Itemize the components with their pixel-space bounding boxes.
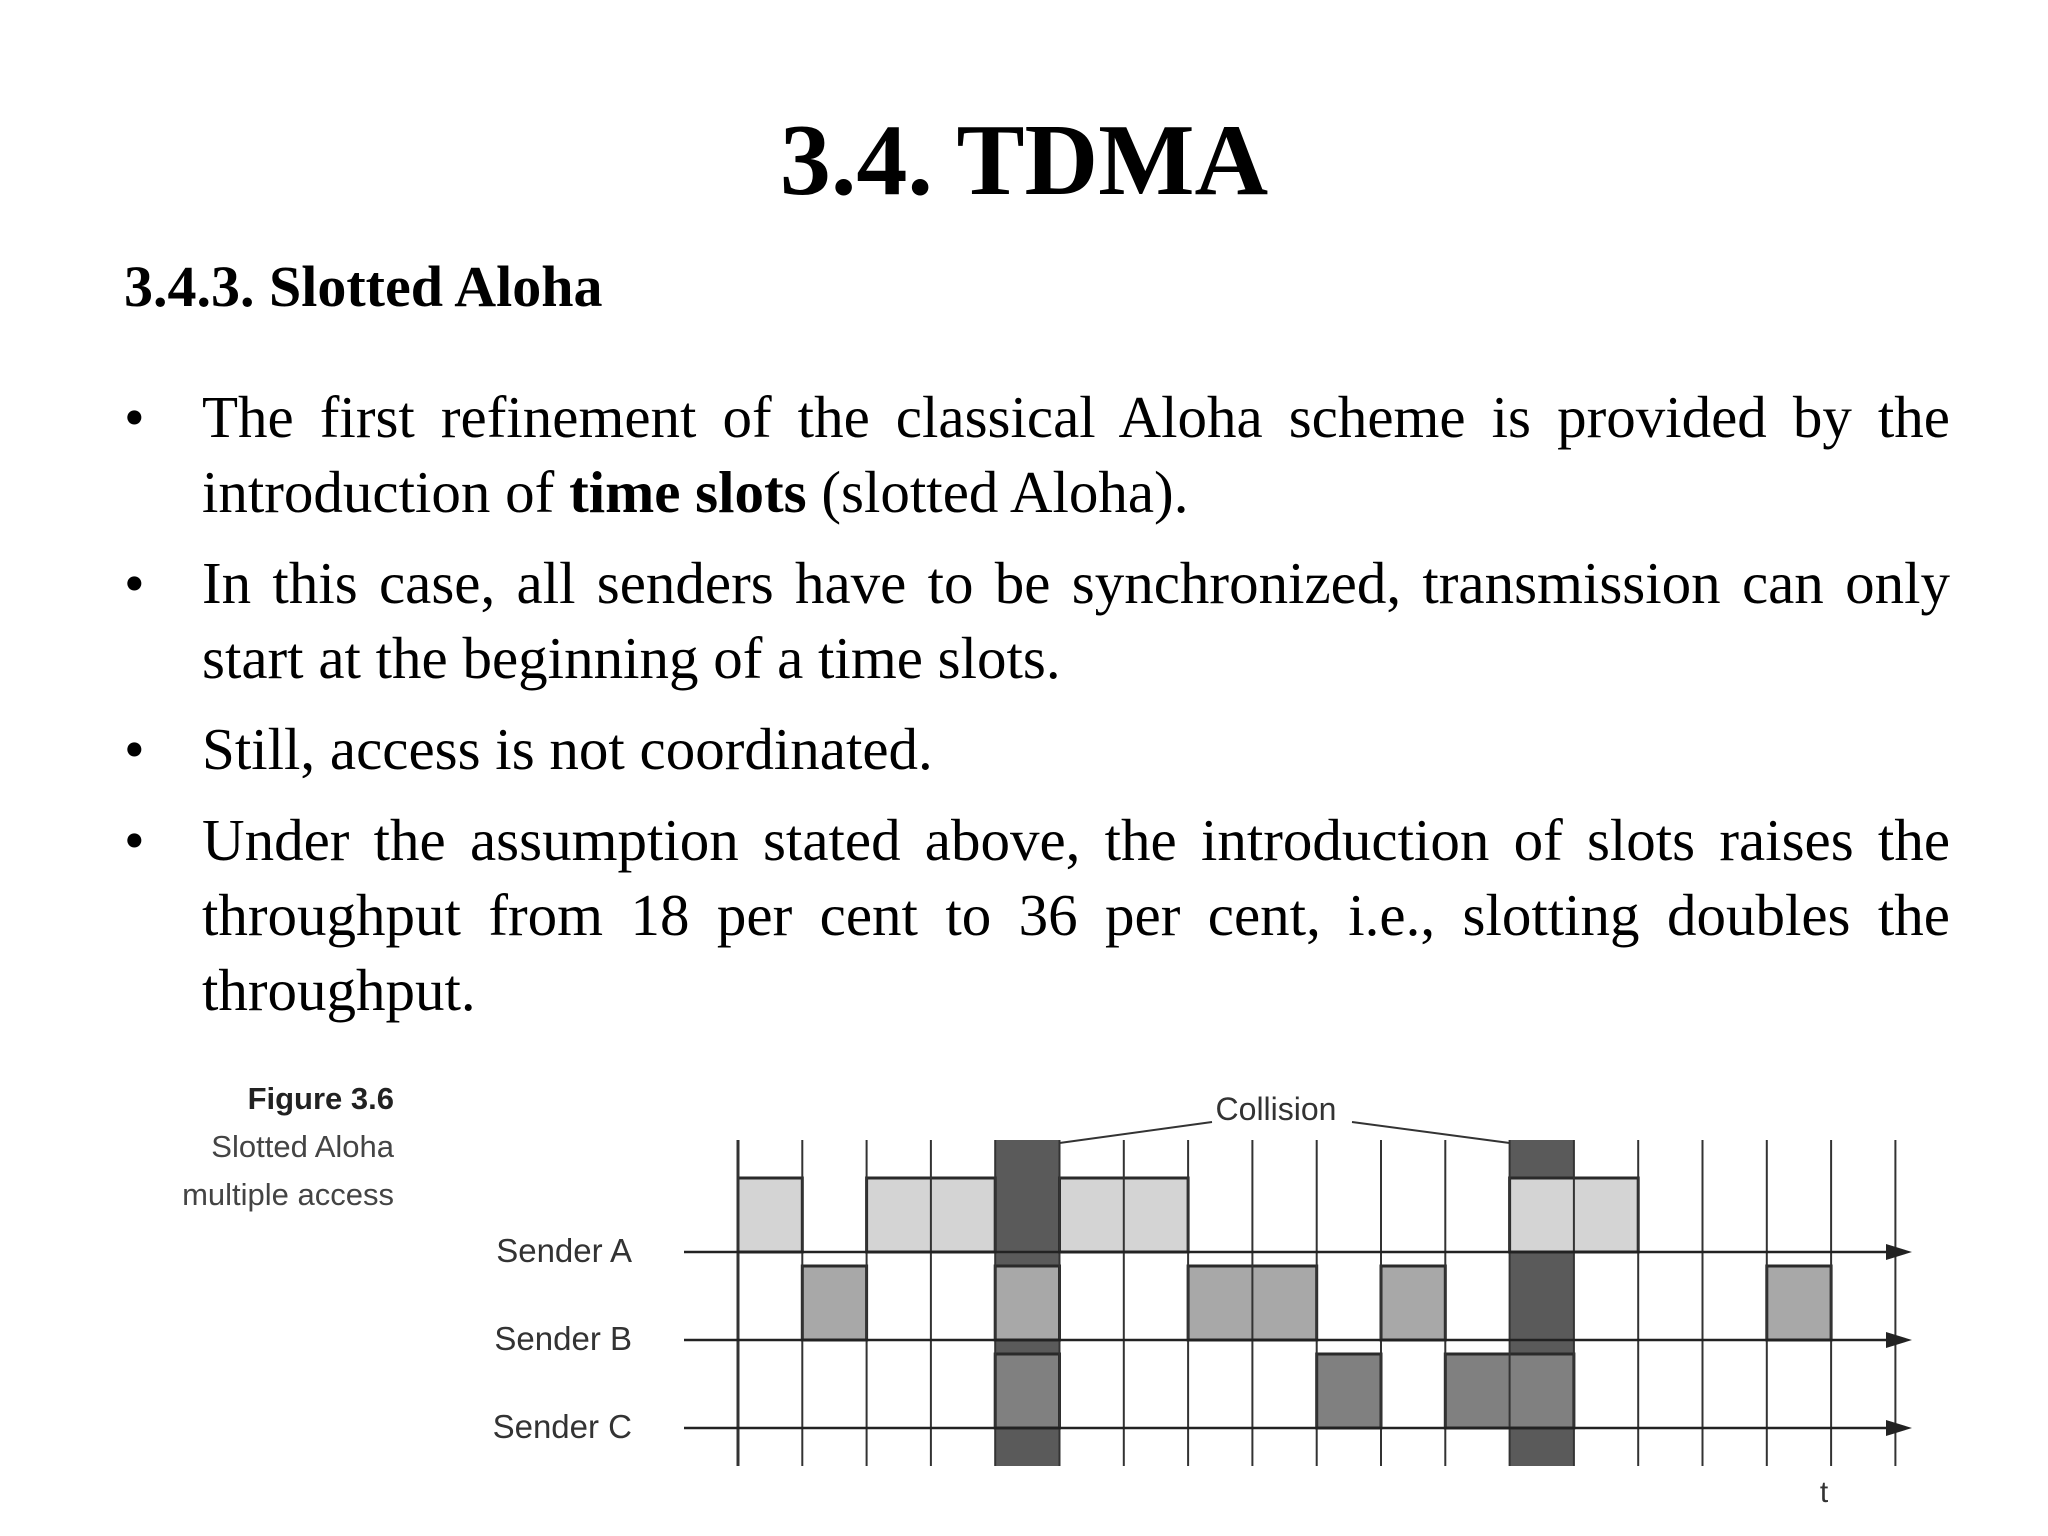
slide-title: 3.4. TDMA bbox=[779, 104, 1269, 217]
arrow-head-icon bbox=[1886, 1244, 1912, 1260]
bullet-text-run: (slotted Aloha). bbox=[806, 459, 1189, 525]
bullet-dot: • bbox=[124, 550, 145, 616]
sender-label: Sender B bbox=[494, 1320, 632, 1357]
packet-sender-a bbox=[738, 1178, 802, 1252]
packet-sender-b bbox=[1381, 1266, 1445, 1340]
packets bbox=[738, 1178, 1831, 1428]
packet-sender-c bbox=[995, 1354, 1059, 1428]
figure-caption-line-2: multiple access bbox=[182, 1177, 394, 1212]
bullet-text-run: The first refinement of the classical Aloha scheme is provided by the introduction of bbox=[202, 384, 1950, 525]
time-axis-label: t bbox=[1819, 1476, 1829, 1509]
arrow-head-icon bbox=[1886, 1420, 1912, 1436]
bullet-text-run: Still, access is not coordinated. bbox=[202, 716, 933, 782]
figure-caption-line-1: Slotted Aloha bbox=[211, 1129, 394, 1164]
sender-label: Sender A bbox=[496, 1232, 632, 1269]
collision-pointer bbox=[1352, 1122, 1510, 1143]
packet-sender-b bbox=[995, 1266, 1059, 1340]
diagram-labels bbox=[493, 1091, 1829, 1509]
bullet-text-run: In this case, all senders have to be synchronized, transmission can only start at the beginning of a time slots. bbox=[202, 550, 1950, 691]
section-heading: 3.4.3. Slotted Aloha bbox=[124, 254, 603, 319]
sender-label: Sender C bbox=[492, 1408, 632, 1445]
packet-sender-c bbox=[1317, 1354, 1381, 1428]
bullet-emphasis: time slots bbox=[569, 459, 807, 525]
bullet-dot: • bbox=[124, 384, 145, 450]
bullet-text-run: Under the assumption stated above, the introduction of slots raises the throughput from 18 per cent to 36 per cent, i.e., slotting doubles the throughput. bbox=[202, 807, 1950, 1023]
packet-sender-b bbox=[1767, 1266, 1831, 1340]
bullet-dot: • bbox=[124, 716, 145, 782]
arrow-head-icon bbox=[1886, 1332, 1912, 1348]
collision-pointer bbox=[1060, 1122, 1213, 1143]
packet-sender-b bbox=[802, 1266, 866, 1340]
collision-label: Collision bbox=[1215, 1091, 1337, 1127]
figure-number: Figure 3.6 bbox=[247, 1081, 394, 1116]
bullet-dot: • bbox=[124, 807, 145, 873]
